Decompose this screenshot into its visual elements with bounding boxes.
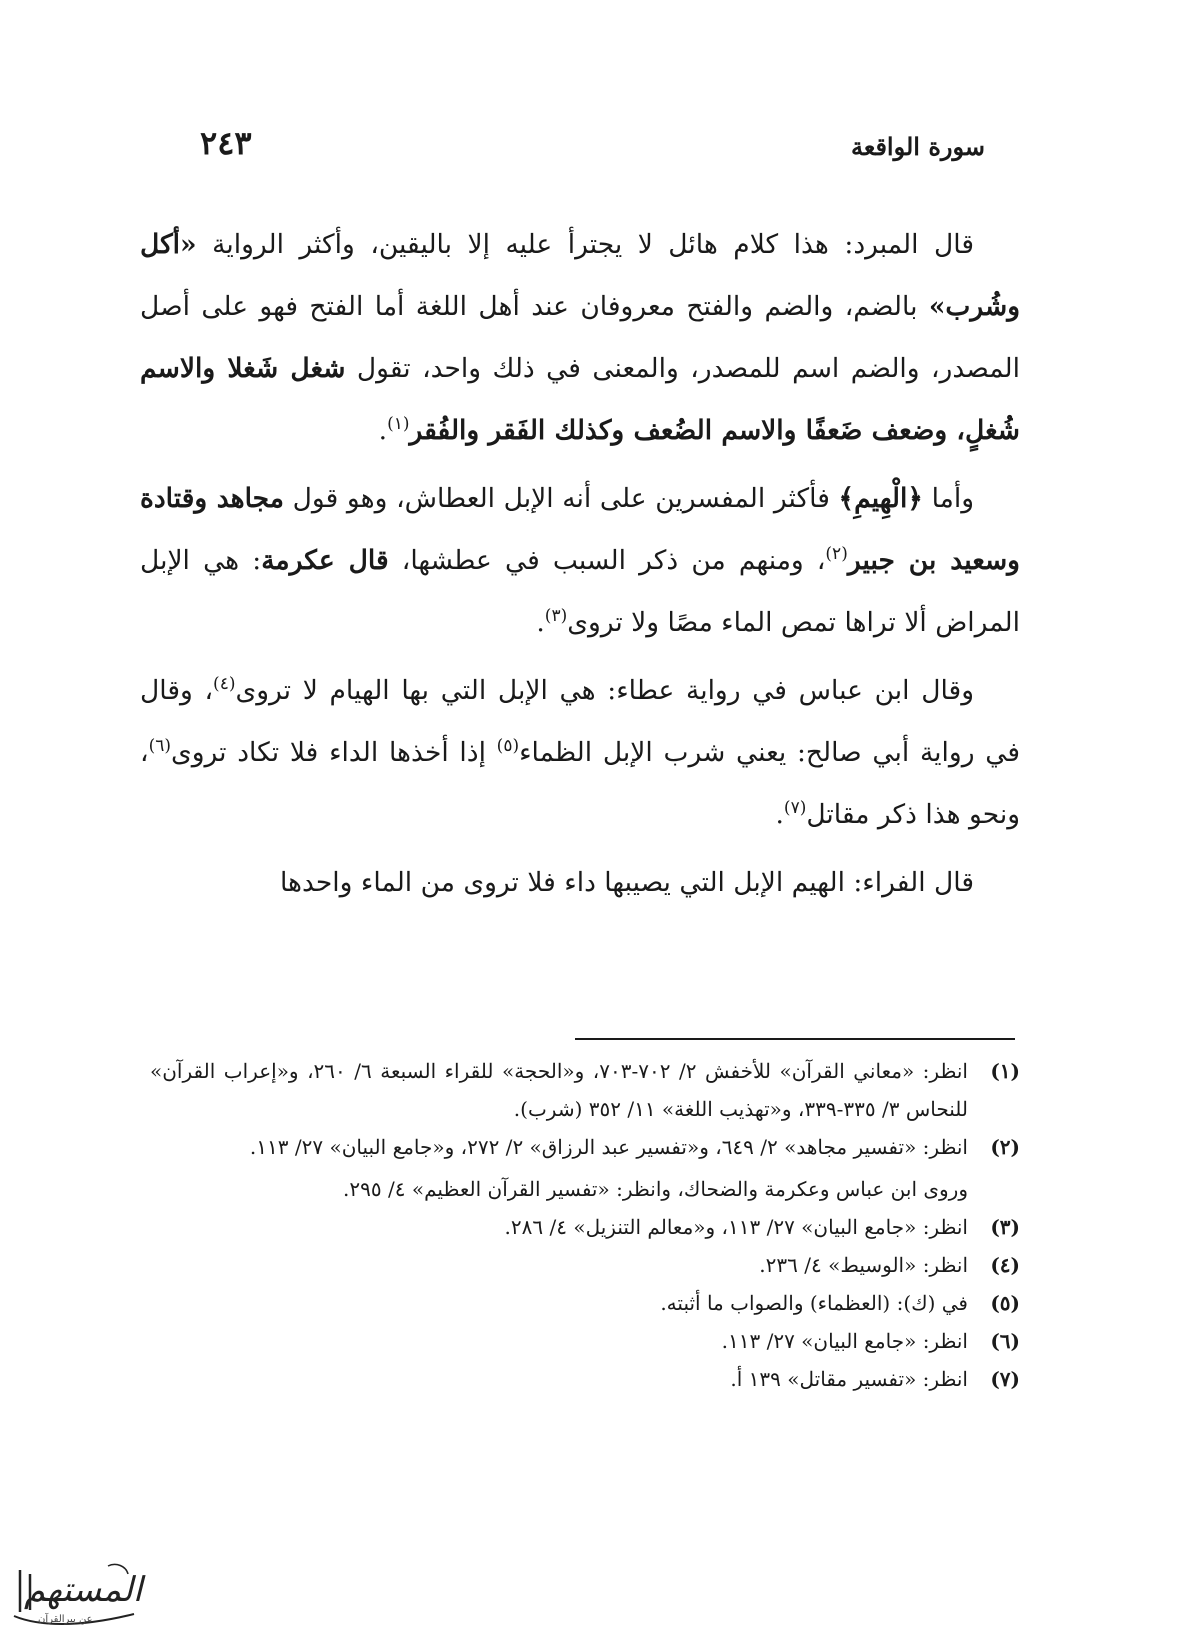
footnote-text: انظر: «الوسيط» ٤/ ٢٣٦. [759, 1253, 968, 1277]
footnote-ref-5[interactable]: (٥) [496, 736, 520, 757]
text-segment: . [536, 607, 545, 638]
footnote-text: في (ك): (العظماء) والصواب ما أثبته. [660, 1291, 968, 1315]
footnote-ref-7[interactable]: (٧) [783, 798, 807, 819]
footnote-number: (٥) [990, 1291, 1020, 1315]
text-segment: : هي الإبل المراض ألا تراها تمص الماء مصًا ولا تروى [140, 545, 1020, 638]
bold-phrase: قال عكرمة [261, 545, 389, 576]
footnote-7 [150, 1360, 1020, 1398]
footnote-number: (٤) [990, 1253, 1020, 1277]
text-segment: . [378, 415, 388, 446]
quran-word: ﴿الْهِيمِ﴾ [838, 483, 923, 514]
text-segment: قال المبرد: هذا كلام هائل لا يجترأ عليه إلا باليقين، وأكثر الرواية [196, 229, 974, 260]
footnote-ref-3[interactable]: (٣) [544, 606, 568, 627]
bold-phrase: مجاهد وقتادة وسعيد بن جبير [140, 483, 1020, 576]
footnote-ref-2[interactable]: (٢) [825, 544, 848, 565]
footnote-2 [150, 1128, 1020, 1166]
watermark-logo [8, 1556, 143, 1636]
paragraph-1 [140, 214, 1020, 462]
text-segment: بالضم، والضم والفتح معروفان عند أهل اللغة أما الفتح فهو على أصل المصدر، والضم اسم للمصدر، والمعنى في ذلك واحد، تقول [140, 291, 1020, 384]
footnote-5 [150, 1284, 1020, 1322]
footnote-3 [150, 1208, 1020, 1246]
running-header [200, 124, 985, 174]
watermark-text: المستهم [24, 1570, 143, 1610]
paragraph-4: قال الفراء: الهيم الإبل التي يصيبها داء فلا تروى من الماء واحدها [279, 867, 974, 898]
footnote-2-continuation: وروى ابن عباس وعكرمة والضحاك، وانظر: «تفسير القرآن العظيم» ٤/ ٢٩٥. [343, 1177, 968, 1201]
text-segment: ، ونحو هذا ذكر مقاتل [140, 737, 1020, 830]
surah-title: سورة الواقعة [851, 132, 985, 161]
paragraph-2 [140, 468, 1020, 654]
footnote-divider [575, 1038, 1015, 1040]
footnote-text: انظر: «تفسير مجاهد» ٢/ ٦٤٩، و«تفسير عبد الرزاق» ٢/ ٢٧٢، و«جامع البيان» ٢٧/ ١١٣. [249, 1135, 968, 1159]
footnote-text: انظر: «تفسير مقاتل» ١٣٩ أ. [730, 1367, 968, 1391]
footnote-number: (٣) [990, 1215, 1020, 1239]
text-segment: وأما [922, 483, 974, 514]
watermark-subtext: عن بيرالقرآن [38, 1614, 93, 1625]
footnote-text: انظر: «معاني القرآن» للأخفش ٢/ ٧٠٢-٧٠٣، و«الحجة» للقراء السبعة ٦/ ٢٦٠، و«إعراب القرآن» للنحاس ٣/ ٣٣٥-٣٣٩، و«تهذيب اللغة» ١١/ ٣٥٢ (شرب). [150, 1059, 968, 1121]
footnote-text: انظر: «جامع البيان» ٢٧/ ١١٣. [721, 1329, 968, 1353]
page-number: ٢٤٣ [200, 124, 252, 162]
footnote-ref-6[interactable]: (٦) [148, 736, 171, 757]
footnote-ref-4[interactable]: (٤) [213, 674, 236, 695]
footnote-1 [150, 1052, 1020, 1128]
footnote-number: (١) [990, 1059, 1020, 1083]
bold-phrase: شغل شَغلا والاسم شُغلٍ، وضعف ضَعفًا والاسم الضُعف وكذلك الفَقر والفُقر [140, 353, 1020, 446]
footnote-text: انظر: «جامع البيان» ٢٧/ ١١٣، و«معالم التنزيل» ٤/ ٢٨٦. [504, 1215, 968, 1239]
bold-phrase: «أكل وشُرب» [140, 229, 1020, 322]
text-segment: ، وقال في رواية أبي صالح: يعني شرب الإبل الظماء [140, 675, 1020, 768]
footnote-4 [150, 1246, 1020, 1284]
footnote-6 [150, 1322, 1020, 1360]
paragraph-3 [140, 660, 1020, 846]
text-segment: وقال ابن عباس في رواية عطاء: هي الإبل التي بها الهيام لا تروى [235, 675, 974, 706]
text-segment: فأكثر المفسرين على أنه الإبل العطاش، وهو قول [283, 483, 839, 514]
main-text [140, 214, 1020, 920]
footnote-number: (٢) [990, 1135, 1020, 1159]
footnote-number: (٧) [990, 1367, 1020, 1391]
footnote-number: (٦) [990, 1329, 1020, 1353]
footnote-ref-1[interactable]: (١) [387, 414, 410, 435]
text-segment: . [775, 799, 784, 830]
text-segment: إذا أخذها الداء فلا تكاد تروى [170, 737, 497, 768]
footnotes-section [150, 1052, 1020, 1398]
text-segment: ، ومنهم من ذكر السبب في عطشها، [388, 545, 826, 576]
